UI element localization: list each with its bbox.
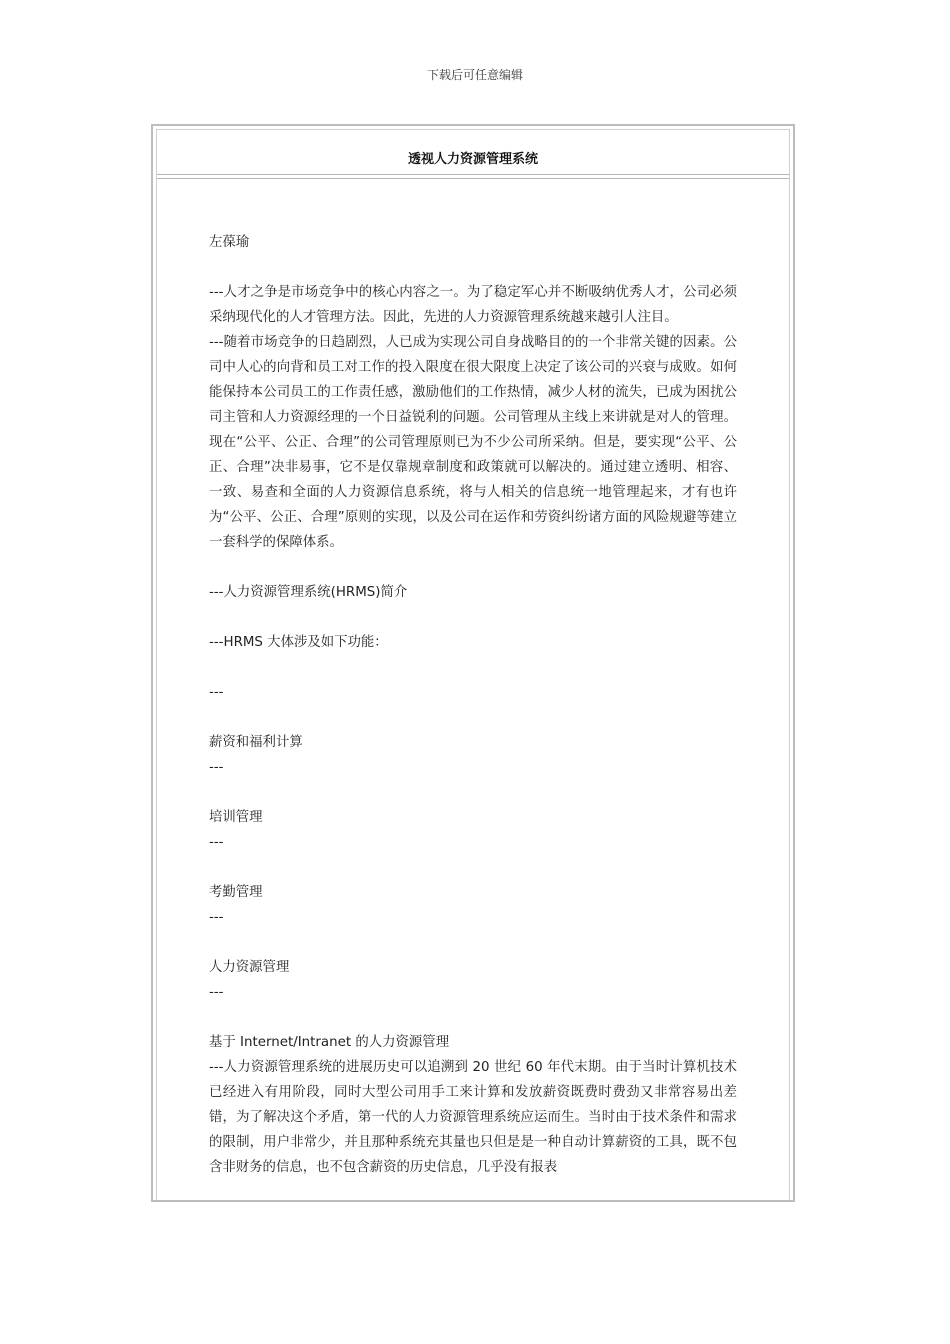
heading-hrms-functions: ---HRMS 大体涉及如下功能：	[209, 635, 388, 650]
spacer	[209, 555, 737, 580]
dash-separator: ---	[209, 985, 224, 1000]
page-header-note: 下载后可任意编辑	[426, 68, 523, 82]
author-name: 左葆瑜	[209, 235, 250, 250]
title-divider	[157, 174, 789, 179]
function-item: 培训管理	[209, 810, 263, 825]
dash-separator: ---	[209, 685, 224, 700]
spacer	[209, 1005, 737, 1030]
paragraph-talent-competition: ---人才之争是市场竞争中的核心内容之一。为了稳定军心并不断吸纳优秀人才，公司必须采纳现代化的人才管理方法。因此，先进的人力资源管理系统越来越引人注目。	[209, 285, 737, 325]
spacer	[209, 930, 737, 955]
paragraph-market-competition: ---随着市场竞争的日趋剧烈，人已成为实现公司自身战略目的的一个非常关键的因素。公司中人心的向背和员工对工作的投入限度在很大限度上决定了该公司的兴衰与成败。如何能保持本公司员工的工作责任感，激励他们的工作热情，减少人材的流失，已成为困扰公司主管和人力资源经理的一个日益锐利的问题。公司管理从主线上来讲就是对人的管理。现在“公平、公正、合理”的公司管理原则已为不少公司所采纳。但是，要实现“公平、公正、合理”决非易事，它不是仅靠规章制度和政策就可以解决的。通过建立透明、相容、一致、易查和全面的人力资源信息系统，将与人相关的信息统一地管理起来，才有也许为“公平、公正、合理”原则的实现，以及公司在运作和劳资纠纷诸方面的风险规避等建立一套科学的保障体系。	[209, 335, 737, 550]
spacer	[209, 705, 737, 730]
function-item: 基于 Internet/Intranet 的人力资源管理	[209, 1035, 450, 1050]
paragraph-hrms-history: ---人力资源管理系统的进展历史可以追溯到 20 世纪 60 年代末期。由于当时计算机技术已经进入有用阶段，同时大型公司用手工来计算和发放薪资既费时费劲又非常容易出差错，为了解决这个矛盾，第一代的人力资源管理系统应运而生。当时由于技术条件和需求的限制，用户非常少，并且那种系统充其量也只但是是一种自动计算薪资的工具，既不包含非财务的信息，也不包含薪资的历史信息，几乎没有报表	[209, 1060, 737, 1175]
function-item: 人力资源管理	[209, 960, 290, 975]
spacer	[209, 855, 737, 880]
function-item: 考勤管理	[209, 885, 263, 900]
article-title: 透视人力资源管理系统	[407, 152, 538, 167]
spacer	[209, 655, 737, 680]
spacer	[209, 780, 737, 805]
dash-separator: ---	[209, 760, 224, 775]
article-frame	[151, 124, 795, 1202]
function-item: 薪资和福利计算	[209, 735, 303, 750]
heading-hrms-intro: ---人力资源管理系统(HRMS)简介	[209, 585, 408, 600]
spacer	[209, 605, 737, 630]
spacer	[209, 255, 737, 280]
article-body	[209, 230, 737, 1180]
dash-separator: ---	[209, 835, 224, 850]
dash-separator: ---	[209, 910, 224, 925]
